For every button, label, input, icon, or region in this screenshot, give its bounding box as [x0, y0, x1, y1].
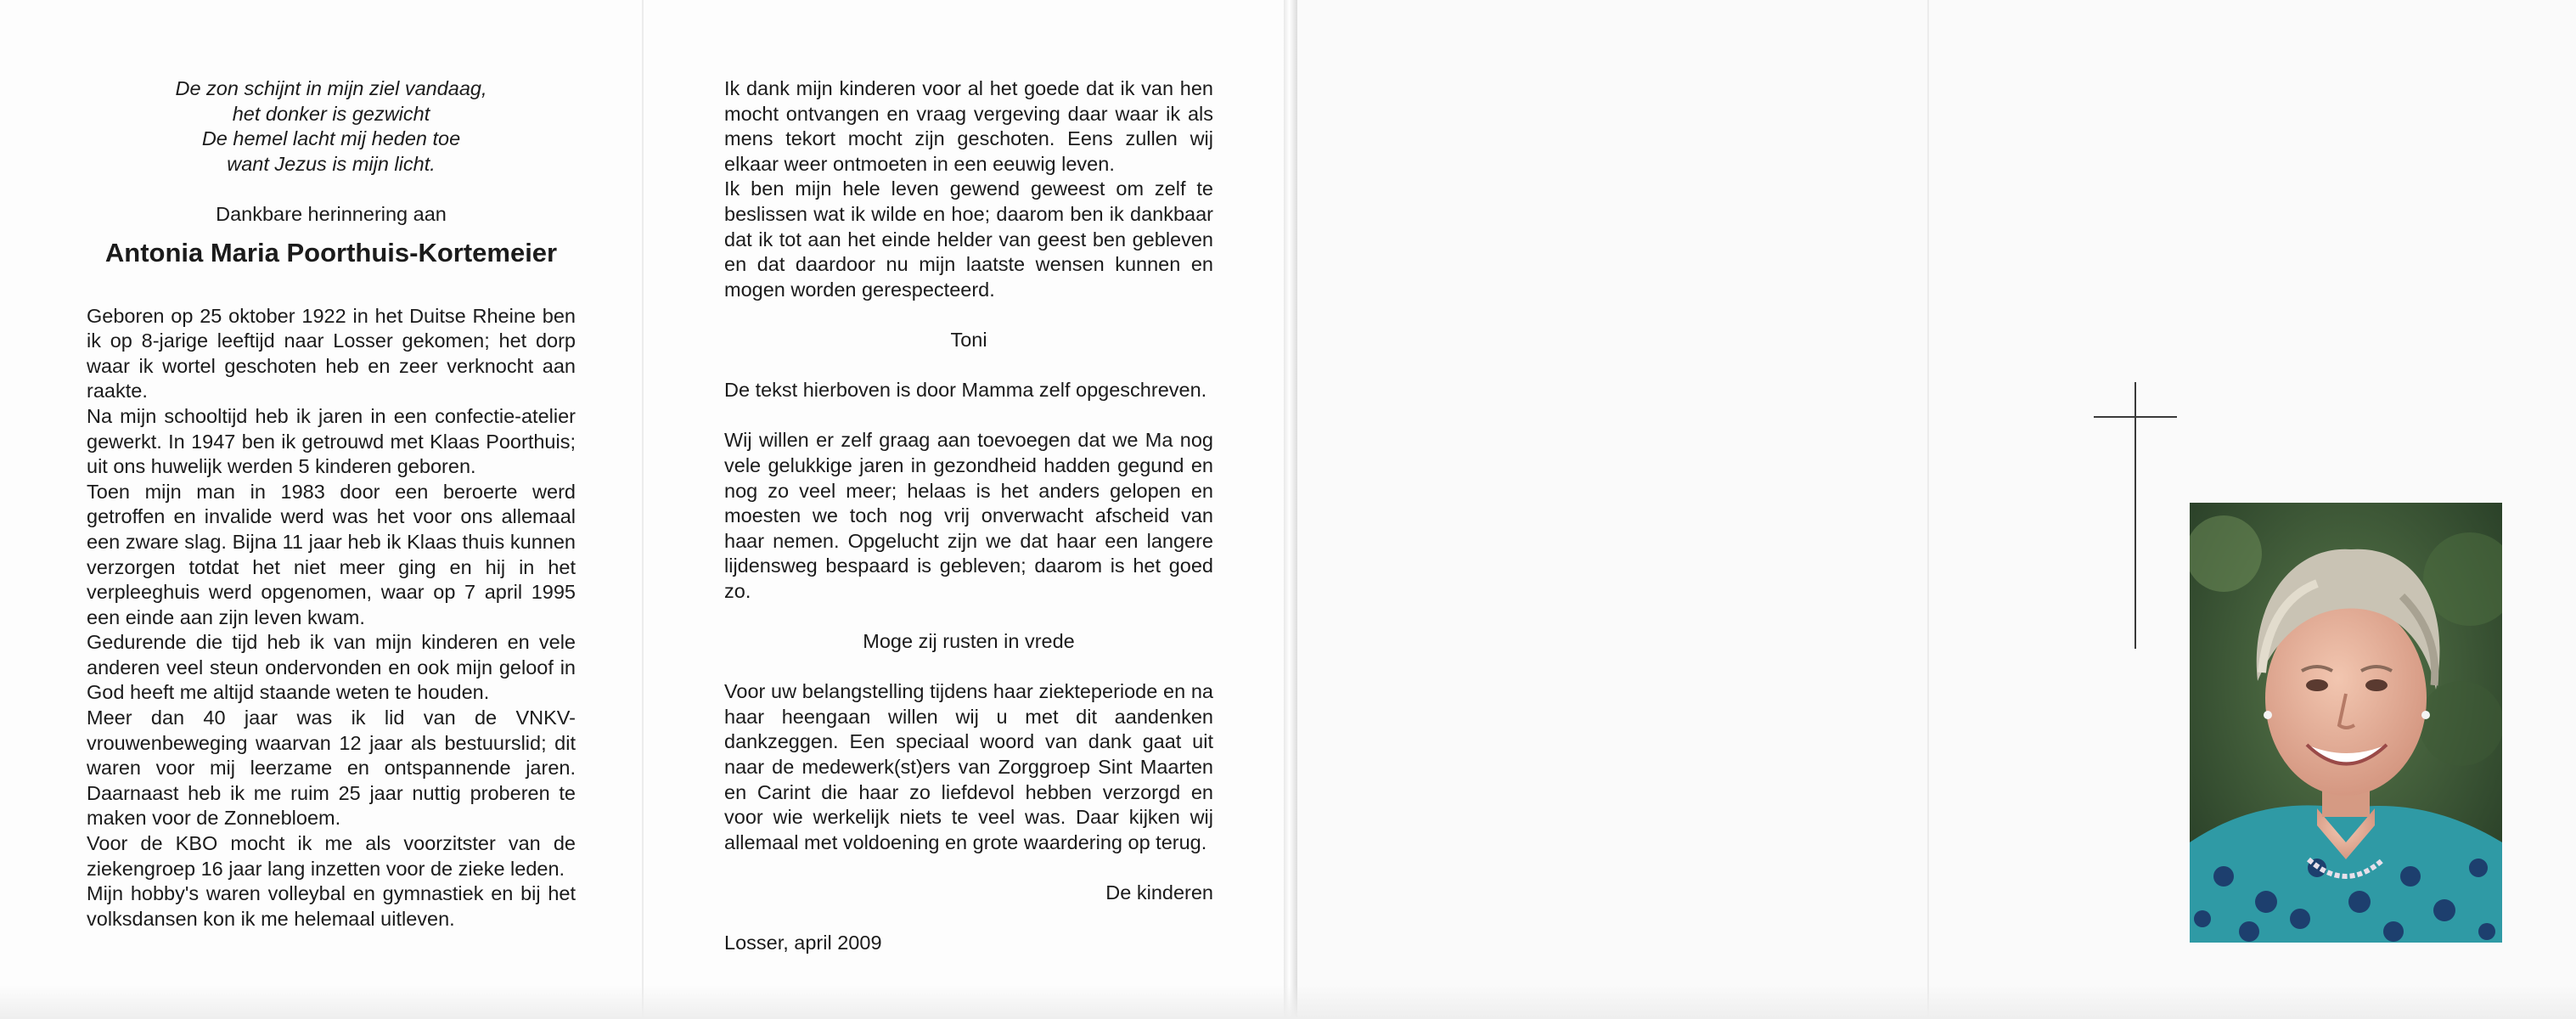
poem-line: De zon schijnt in mijn ziel vandaag, [175, 77, 487, 99]
deceased-name: Antonia Maria Poorthuis-Kortemeier [104, 237, 558, 267]
cross-horizontal-bar [2094, 416, 2177, 418]
poem-line: het donker is gezwicht [232, 102, 430, 125]
poem-line: De hemel lacht mij heden toe [201, 127, 461, 150]
rest-in-peace: Moge zij rusten in vrede [863, 630, 1075, 653]
signature-toni: Toni [950, 328, 987, 351]
wishes-paragraph: Ik ben mijn hele leven gewend geweest om zelf te beslissen wat ik wilde en hoe; daarom ben ik dankbaar dat ik tot aan het einde helder van geest ben gebleven en dat daardoor nu mijn laatste wensen kunnen en mogen worden gerespecteerd. [724, 177, 1213, 301]
fold-line-right [1927, 0, 1929, 1019]
scan-shadow [0, 985, 2576, 1019]
intro-text: Dankbare herinnering aan [216, 202, 447, 225]
life-paragraph: Gedurende die tijd heb ik van mijn kinderen en vele anderen veel steun ondervonden en ook mijn geloof in God heeft me altijd staande weten te houden. [87, 631, 576, 704]
life-paragraph: Geboren op 25 oktober 1922 in het Duitse Rheine ben ik op 8-jarige leeftijd naar Losser gekomen; het dorp waar ik wortel geschoten heb en zeer verknocht aan raakte. [87, 304, 576, 403]
place-date: Losser, april 2009 [724, 932, 882, 954]
life-paragraph: Na mijn schooltijd heb ik jaren in een confectie-atelier gewerkt. In 1947 ben ik getrouwd met Klaas Poorthuis; uit ons huwelijk werden 5 kinderen geboren. [87, 404, 576, 478]
life-paragraph: Voor de KBO mocht ik me als voorzitster van de ziekengroep 16 jaar lang inzetten voor de zieke leden. [87, 832, 576, 880]
fold-line-left [642, 0, 644, 1019]
gratitude-paragraph: Voor uw belangstelling tijdens haar ziekteperiode en na haar heengaan willen wij u met dit aandenken dankzeggen. Een speciaal woord van dank gaat uit naar de medewerk(st)ers van Zorggroep Sint Maarten en Carint die haar zo liefdevol hebben verzorgd en voor wie werkelijk niets te veel was. Daar kijken wij allemaal met voldoening en grote waardering op terug. [724, 680, 1213, 853]
children-paragraph: Wij willen er zelf graag aan toevoegen dat we Ma nog vele gelukkige jaren in gezondheid hadden gegund en nog zo veel meer; helaas is het anders gelopen en moesten we toch nog vrij onverwacht afscheid van haar nemen. Opgelucht zijn we dat haar een langere lijdensweg bespaard is gebleven; daarom is het goed zo. [724, 429, 1213, 602]
life-paragraph: Toen mijn man in 1983 door een beroerte werd getroffen en invalide werd was het voor ons allemaal een zware slag. Bijna 11 jaar heb ik Klaas thuis kunnen verzorgen totdat het niet meer ging en hij in het verpleeghuis werd opgenomen, waar op 7 april 1995 een einde aan zijn leven kwam. [87, 480, 576, 628]
life-paragraph: Mijn hobby's waren volleybal en gymnastiek en bij het volksdansen kon ik me helemaal uitleven. [87, 882, 576, 930]
card-gap [1284, 0, 1297, 1019]
signature-children: De kinderen [1105, 881, 1213, 904]
right-column [724, 76, 1213, 956]
life-paragraph: Meer dan 40 jaar was ik lid van de VNKV-vrouwenbeweging waarvan 12 jaar als bestuurslid; dit waren voor mij leerzame en ontspannende jaren. Daarnaast heb ik me ruim 25 jaar nuttig proberen te maken voor de Zonnebloem. [87, 707, 576, 830]
mamma-note: De tekst hierboven is door Mamma zelf opgeschreven. [724, 379, 1207, 402]
thanks-paragraph: Ik dank mijn kinderen voor al het goede dat ik van hen mocht ontvangen en vraag vergeving daar waar ik als mens tekort mocht zijn geschoten. Eens zullen wij elkaar weer ontmoeten in een eeuwig leven. [724, 77, 1213, 175]
left-column [87, 76, 576, 932]
portrait-illustration [2190, 503, 2502, 943]
cross-vertical-bar [2134, 382, 2136, 649]
portrait-photo [2190, 503, 2502, 943]
poem-line: want Jezus is mijn licht. [227, 152, 436, 175]
